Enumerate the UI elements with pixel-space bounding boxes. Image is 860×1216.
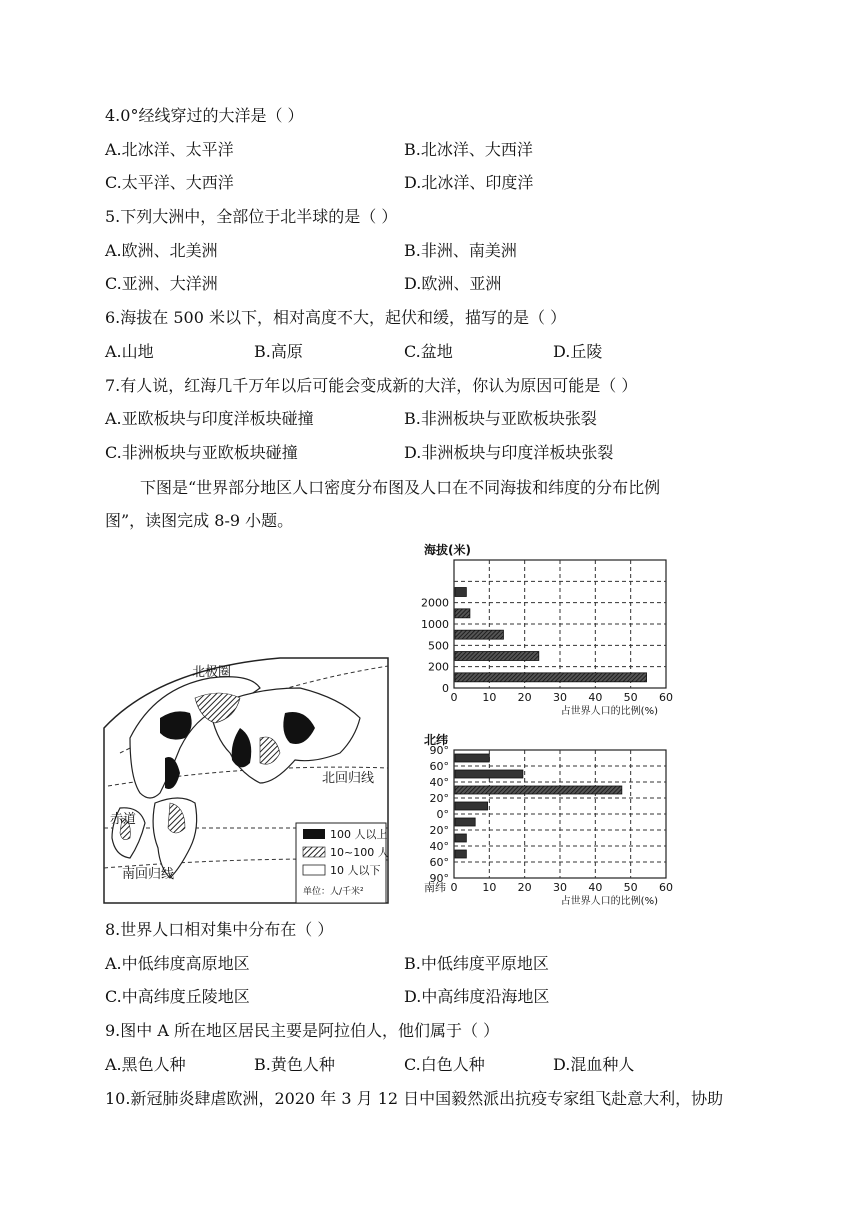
y-tick-label: 0 <box>442 682 449 695</box>
chart-title: 北纬 <box>424 733 449 747</box>
y-tick-label: 2000 <box>421 596 449 610</box>
x-tick-label: 20 <box>517 881 532 894</box>
bar <box>455 652 539 661</box>
label-arctic-circle: 北极圈 <box>192 665 232 680</box>
q9-option-a: A.黑色人种 <box>105 1055 186 1074</box>
q8-option-a: A.中低纬度高原地区 <box>105 954 250 973</box>
x-tick-label: 30 <box>553 881 567 894</box>
q4-option-c: C.太平洋、大西洋 <box>105 173 234 192</box>
bar <box>455 802 488 810</box>
q9-option-d: D.混血种人 <box>553 1055 635 1074</box>
altitude-bar-chart <box>421 542 673 717</box>
y-tick-label: 90° <box>429 744 449 757</box>
legend-unit: 单位：人/千米² <box>303 887 364 897</box>
q4-option-b: B.北冰洋、大西洋 <box>404 140 533 159</box>
chart-title: 海拔(米) <box>424 543 471 557</box>
bar <box>455 630 503 639</box>
q9-stem: 9.图中 A 所在地区居民主要是阿拉伯人，他们属于（ ） <box>105 1021 500 1040</box>
q6-option-d: D.丘陵 <box>553 342 603 361</box>
q5-option-b: B.非洲、南美洲 <box>404 241 517 260</box>
x-tick-label: 40 <box>588 881 603 894</box>
q5-stem: 5.下列大洲中，全部位于北半球的是（ ） <box>105 207 398 226</box>
bar <box>455 834 466 842</box>
q9-option-c: C.白色人种 <box>404 1055 485 1074</box>
x-tick-label: 50 <box>623 691 638 704</box>
y-tick-label: 60° <box>429 856 449 869</box>
y-tick-label: 500 <box>428 639 449 653</box>
q4-option-d: D.北冰洋、印度洋 <box>404 173 534 192</box>
intro-line-1: 下图是“世界部分地区人口密度分布图及人口在不同海拔和纬度的分布比例 <box>140 478 661 497</box>
y-tick-label: 1000 <box>421 618 449 631</box>
y-tick-label: 20° <box>429 824 449 837</box>
q7-option-c: C.非洲板块与亚欧板块碰撞 <box>105 443 298 462</box>
q5-option-d: D.欧洲、亚洲 <box>404 274 502 293</box>
q6-stem: 6.海拔在 500 米以下，相对高度不大，起伏和缓，描写的是（ ） <box>105 308 567 327</box>
q10-stem: 10.新冠肺炎肆虐欧洲，2020 年 3 月 12 日中国毅然派出抗疫专家组飞赴意大利，协助 <box>105 1089 724 1108</box>
y-tick-label: 90° <box>429 872 449 885</box>
q7-option-b: B.非洲板块与亚欧板块张裂 <box>404 409 597 428</box>
y-tick-label: 60° <box>429 760 449 773</box>
label-equator: 赤道 <box>110 812 137 827</box>
map-legend <box>296 823 389 903</box>
label-tropic-of-cancer: 北回归线 <box>322 771 375 786</box>
y-tick-label: 40° <box>429 840 449 853</box>
legend-high: 100 人以上 <box>330 828 388 841</box>
x-tick-label: 50 <box>623 881 638 894</box>
y-axis-label-bottom: 南纬 <box>424 881 446 894</box>
y-tick-label: 40° <box>429 776 449 789</box>
label-tropic-of-capricorn: 南回归线 <box>122 867 175 882</box>
bar <box>455 609 470 618</box>
bar <box>455 850 466 858</box>
x-axis-label: 占世界人口的比例(%) <box>560 706 658 717</box>
legend-low: 10 人以下 <box>330 864 381 877</box>
bar <box>455 754 489 762</box>
q8-option-d: D.中高纬度沿海地区 <box>404 987 550 1006</box>
q4-option-a: A.北冰洋、太平洋 <box>105 140 234 159</box>
q6-option-a: A.山地 <box>105 342 154 361</box>
x-axis-label: 占世界人口的比例(%) <box>560 896 658 907</box>
x-tick-label: 0 <box>450 691 458 704</box>
population-figure <box>100 538 680 910</box>
intro-line-2: 图”，读图完成 8-9 小题。 <box>105 511 294 530</box>
y-tick-label: 200 <box>428 660 449 674</box>
bar <box>455 770 523 778</box>
q8-stem: 8.世界人口相对集中分布在（ ） <box>105 920 334 939</box>
q7-option-a: A.亚欧板块与印度洋板块碰撞 <box>105 409 314 428</box>
q8-option-b: B.中低纬度平原地区 <box>404 954 549 973</box>
x-tick-label: 30 <box>553 691 567 704</box>
q5-option-a: A.欧洲、北美洲 <box>105 241 218 260</box>
latitude-bar-chart <box>424 732 673 907</box>
x-tick-label: 40 <box>588 691 603 704</box>
population-density-map <box>104 658 389 903</box>
x-tick-label: 10 <box>482 691 497 704</box>
q4-stem: 4.0°经线穿过的大洋是（ ） <box>105 106 304 125</box>
legend-mid: 10~100 人 <box>330 846 389 859</box>
q6-option-c: C.盆地 <box>404 342 453 361</box>
x-tick-label: 60 <box>659 881 673 894</box>
x-tick-label: 20 <box>517 691 532 704</box>
q9-option-b: B.黄色人种 <box>254 1055 335 1074</box>
q8-option-c: C.中高纬度丘陵地区 <box>105 987 250 1006</box>
x-tick-label: 10 <box>482 881 497 894</box>
y-tick-label: 20° <box>429 792 449 805</box>
y-tick-label: 0° <box>436 808 449 821</box>
q5-option-c: C.亚洲、大洋洲 <box>105 274 218 293</box>
x-tick-label: 0 <box>450 881 458 894</box>
q6-option-b: B.高原 <box>254 342 303 361</box>
q7-option-d: D.非洲板块与印度洋板块张裂 <box>404 443 614 462</box>
bar <box>455 818 475 826</box>
q7-stem: 7.有人说，红海几千万年以后可能会变成新的大洋，你认为原因可能是（ ） <box>105 376 638 395</box>
bar <box>455 673 647 682</box>
bar <box>455 786 622 794</box>
bar <box>455 588 466 597</box>
x-tick-label: 60 <box>659 691 673 704</box>
